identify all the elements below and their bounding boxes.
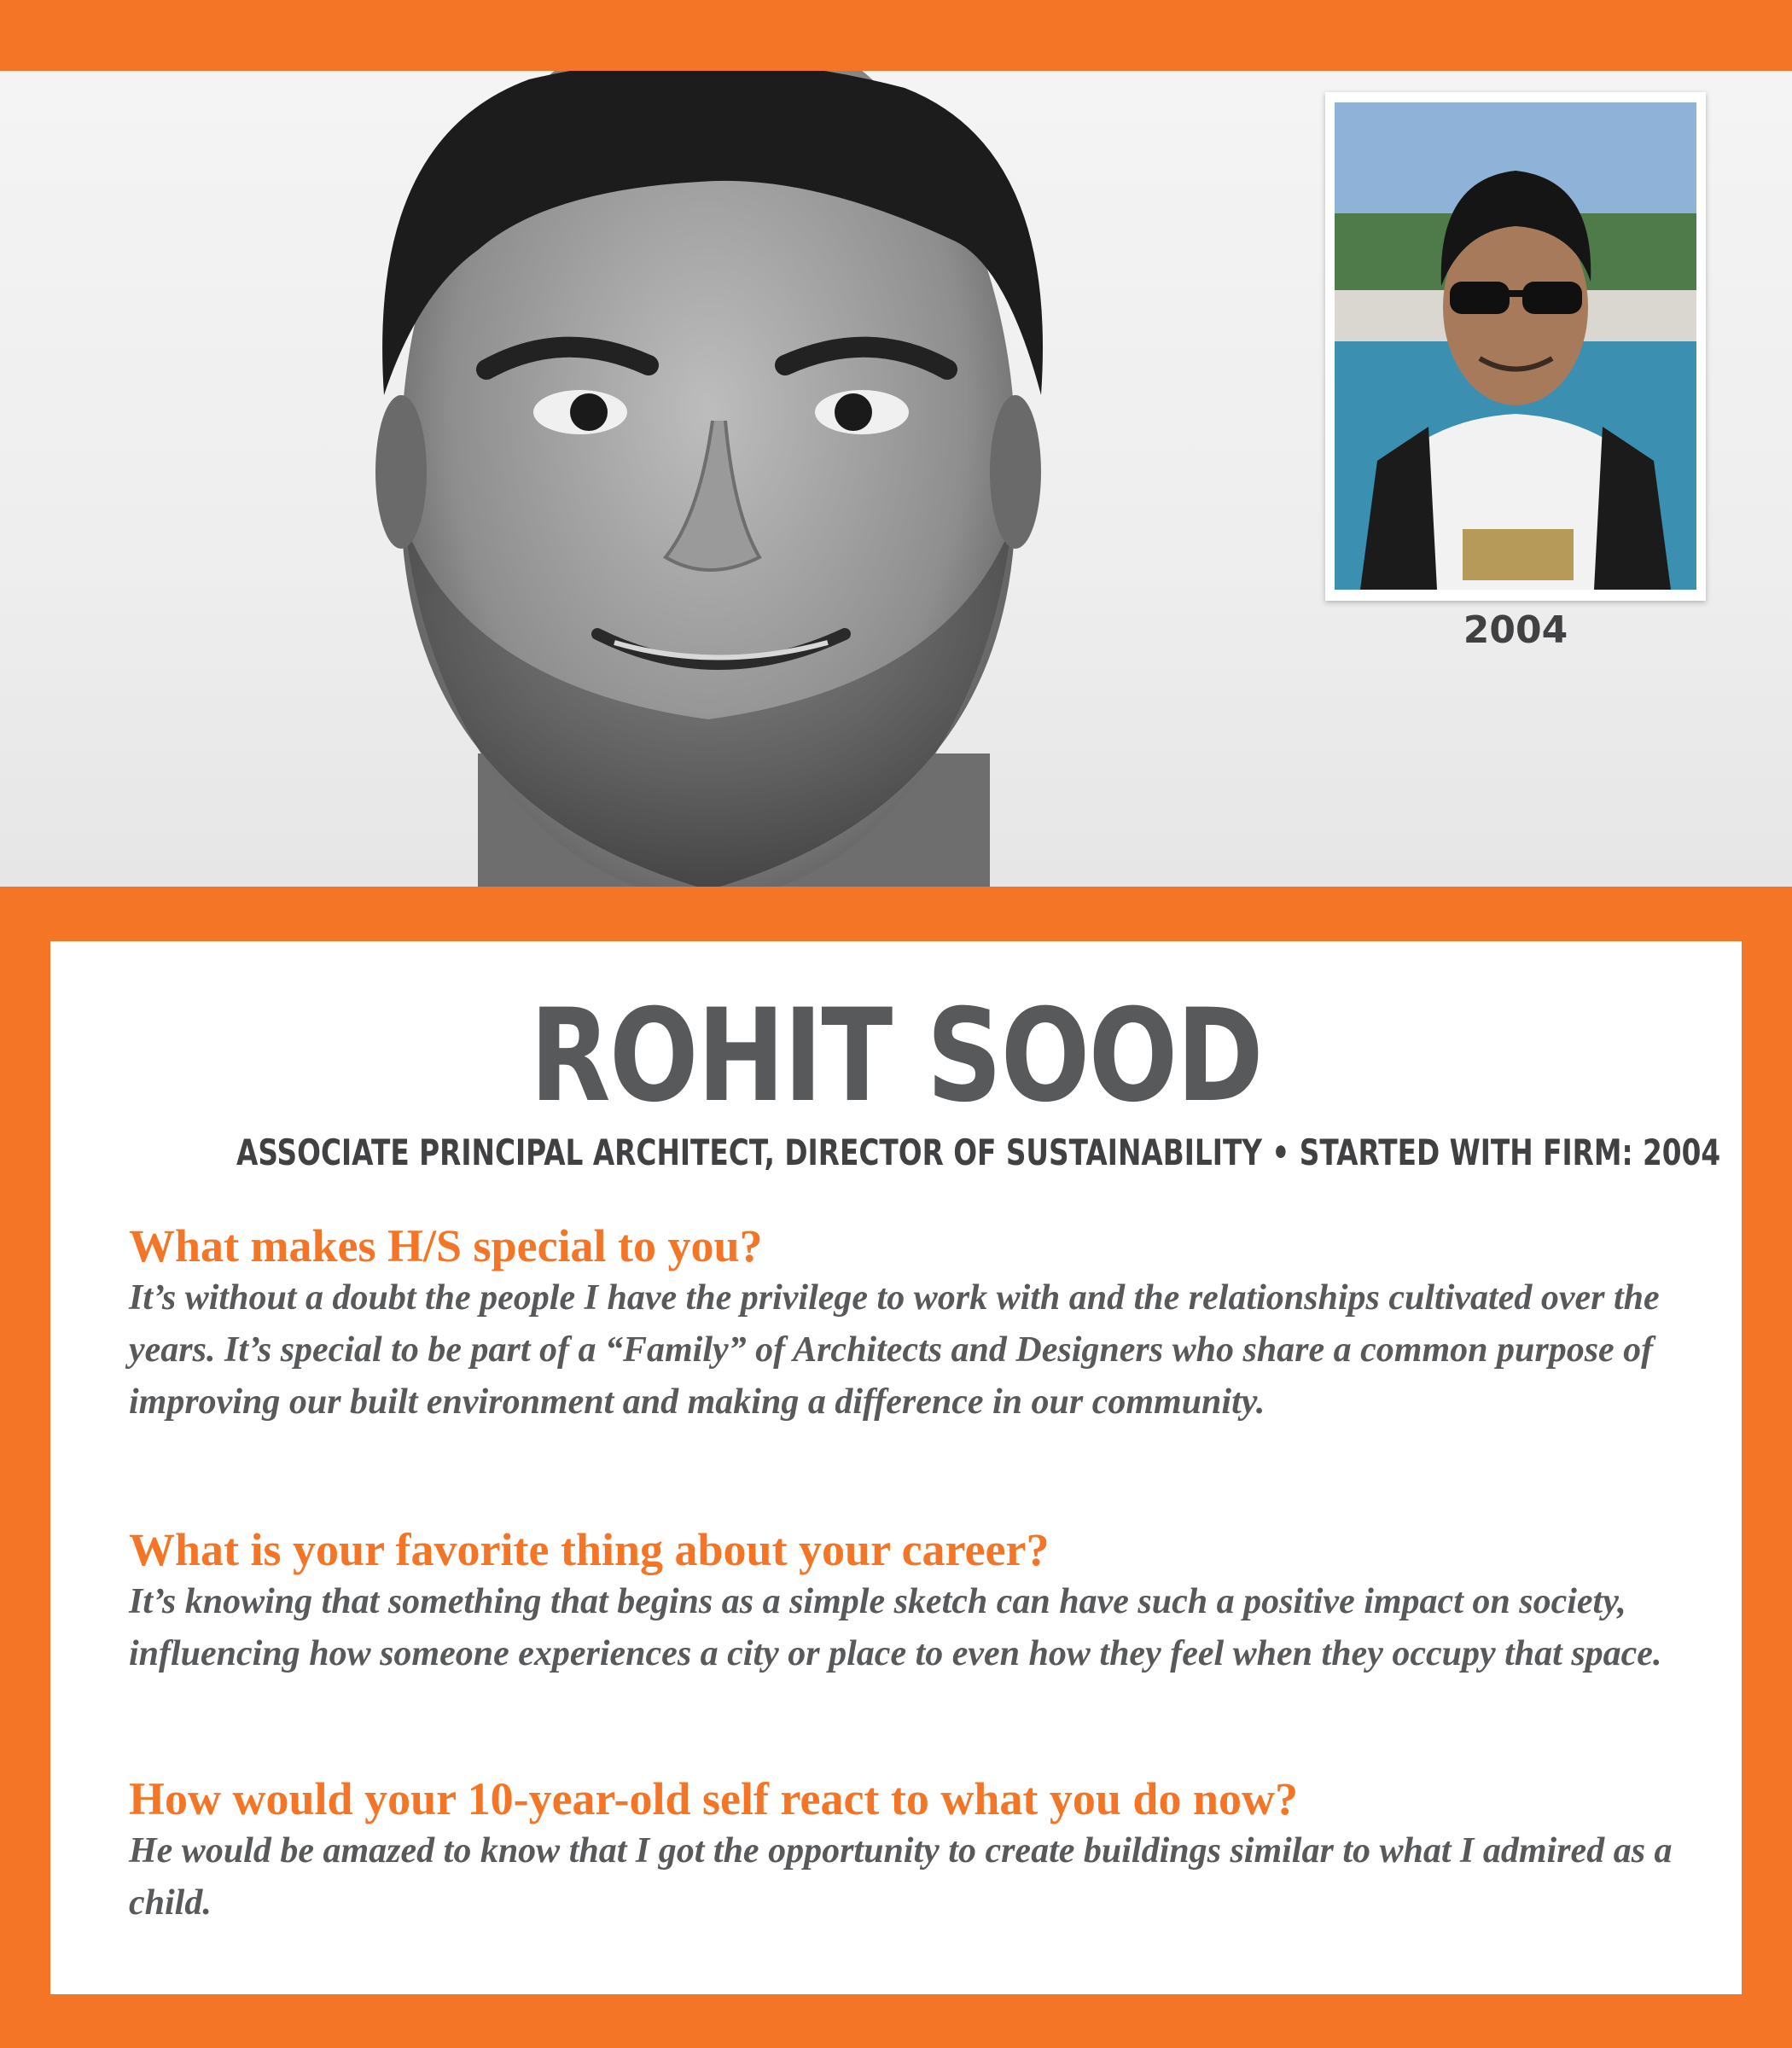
answer-2: It’s knowing that something that begins as a simple sketch can have such a positive impact on society, influencing how someone experiences a city or place to even how they feel when they occupy that space. (129, 1582, 1662, 1674)
hero-portrait (0, 71, 1792, 887)
qa-block-1 (129, 1219, 1682, 1428)
question-3: How would your 10-year-old self react to what you do now? (129, 1773, 1298, 1824)
qa-block-2 (129, 1523, 1682, 1680)
inset-photo-2004 (1335, 102, 1696, 590)
qa-block-3 (129, 1772, 1682, 1929)
question-2: What is your favorite thing about your career? (129, 1524, 1050, 1575)
inset-photo (1335, 102, 1696, 590)
question-1: What makes H/S special to you? (129, 1220, 763, 1271)
top-accent-bar (0, 0, 1792, 71)
answer-1: It’s without a doubt the people I have the privilege to work with and the relationships cultivated over the years. It’s special to be part of a “Family” of Architects and Designers who share a common purpose of improving our built environment and making a difference in our community. (129, 1278, 1660, 1423)
inset-photo-frame (1325, 92, 1706, 601)
profile-name: ROHIT SOOD (529, 982, 1263, 1131)
inset-photo-caption: 2004 (1463, 608, 1568, 652)
profile-card (50, 941, 1742, 1994)
answer-3: He would be amazed to know that I got the opportunity to create buildings similar to what I admired as a child. (129, 1831, 1673, 1923)
profile-subtitle: ASSOCIATE PRINCIPAL ARCHITECT, DIRECTOR OF SUSTAINABILITY • STARTED WITH FIRM: 2004 (236, 1132, 1721, 1173)
